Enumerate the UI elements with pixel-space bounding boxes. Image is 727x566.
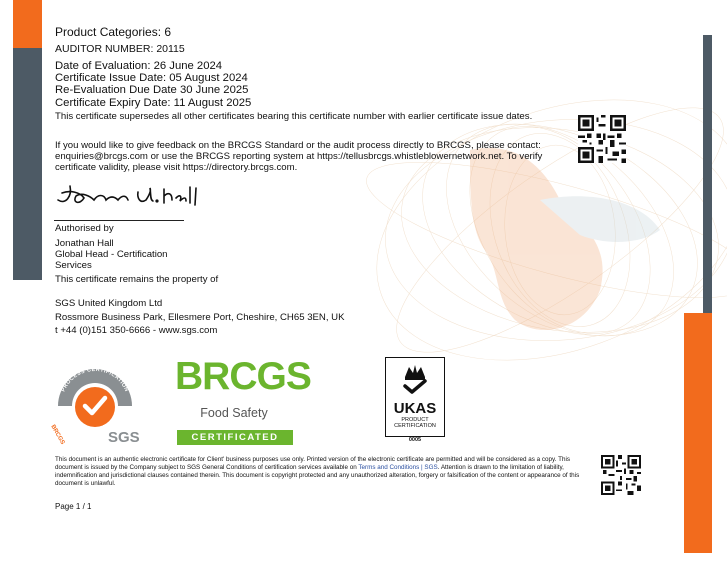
ukas-line-2: CERTIFICATION [394,423,436,429]
brcgs-scheme: Food Safety [200,406,268,420]
brcgs-certified-band: CERTIFICATED [177,430,293,445]
issue-date: Certificate Issue Date: 05 August 2024 [55,72,248,84]
signature-line [54,220,184,221]
ukas-line-1: PRODUCT [401,417,429,423]
property-note: This certificate remains the property of [55,274,219,285]
company-address: Rossmore Business Park, Ellesmere Port, Cheshire, CH65 3EN, UK [55,312,345,323]
left-orange-bar [13,0,42,48]
sgs-side-text: BRCGS [49,424,66,445]
signatory-title-1: Global Head - Certification [55,249,168,260]
sgs-ring-text: PROCESS CERTIFICATION [60,366,130,393]
page-number: Page 1 / 1 [55,502,92,511]
ukas-logo [385,357,445,445]
right-orange-bar [684,313,712,553]
sgs-brand-text: SGS [108,429,140,445]
ukas-name: UKAS [393,400,437,417]
company-contact: t +44 (0)151 350-6666 - www.sgs.com [55,325,218,336]
feedback-line-3: certificate validity, please visit https://directory.brcgs.com. [55,162,298,173]
signatory-name: Jonathan Hall [55,238,114,249]
feedback-line-1: If you would like to give feedback on the BRCGS Standard or the audit process directly to BRCGS, please contact: [55,140,541,151]
footer-disclaimer: This document is an authentic electronic certificate for Client' business purposes use only. Printed version of the electronic certificate are permitted and will be considered as a copy. This document is issued by the Company subject to SGS General Conditions of certification services available on Terms and Conditions | SGS. Attention is drawn to the limitation of liability, indemnification and jurisdictional clauses contained therein. This document is copyright protected and any unauthorized alteration, forgery or falsification of the content or appearance of this document is unlawful. [55,456,580,487]
brcgs-wordmark: BRCGS [175,355,311,398]
expiry-date: Certificate Expiry Date: 11 August 2025 [55,97,252,109]
brcgs-logo [175,355,311,447]
qr-code-bottom[interactable] [601,455,641,495]
authorised-by: Authorised by [55,223,114,234]
product-categories: Product Categories: 6 [55,25,172,39]
re-evaluation-date: Re-Evaluation Due Date 30 June 2025 [55,84,249,96]
signatory-title-2: Services [55,260,92,271]
ukas-number: 0005 [408,437,422,443]
sgs-logo [48,360,143,445]
company-name: SGS United Kingdom Ltd [55,298,163,309]
date-of-evaluation: Date of Evaluation: 26 June 2024 [55,60,223,72]
left-slate-bar [13,48,42,280]
qr-code-top[interactable] [578,115,626,163]
bird-watermark [470,148,660,330]
right-slate-bar [703,35,712,313]
auditor-number: AUDITOR NUMBER: 20115 [55,43,185,55]
terms-link[interactable]: Terms and Conditions | SGS [358,464,438,471]
crown-icon [385,359,445,399]
feedback-line-2: enquiries@brcgs.com or use the BRCGS reporting system at https://tellusbrcgs.whistleblowernetwork.net. To verify [55,151,543,162]
supersedes-note: This certificate supersedes all other certificates bearing this certificate number with earlier certificate issue dates. [55,111,533,122]
